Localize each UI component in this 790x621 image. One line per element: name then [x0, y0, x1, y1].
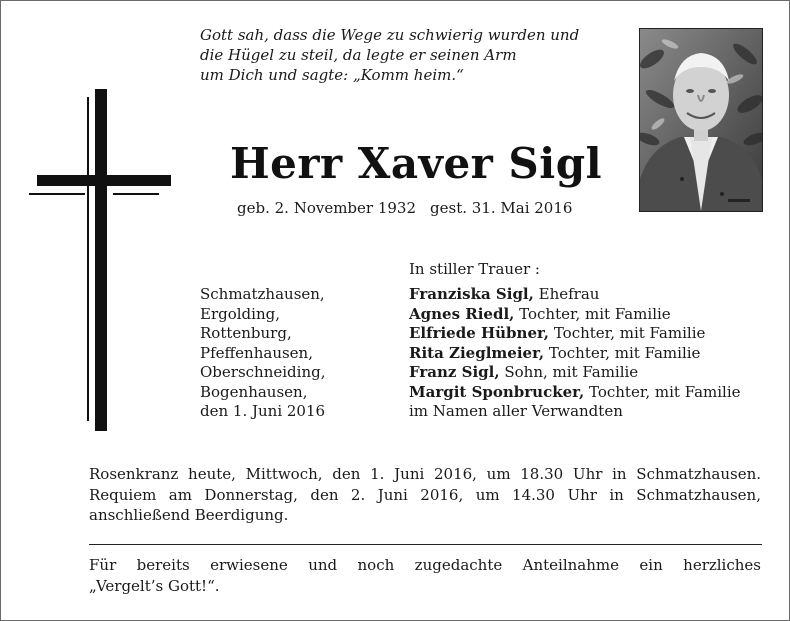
- deceased-name: Herr Xaver Sigl: [229, 139, 603, 188]
- mourner-name: Margit Sponbrucker,: [409, 382, 585, 401]
- place-item: Ergolding,: [200, 304, 280, 323]
- mourner-name: Franz Sigl,: [409, 363, 500, 381]
- thanks-line: „Vergelt’s Gott!“.: [89, 576, 220, 595]
- mourner-relation: Tochter, mit Familie: [553, 324, 706, 342]
- service-info: [89, 464, 761, 526]
- mourning-heading: In stiller Trauer :: [409, 260, 540, 278]
- death-date: gest. 31. Mai 2016: [430, 199, 573, 217]
- mourner-relation: Sohn, mit Familie: [504, 363, 639, 381]
- service-line: anschließend Beerdigung.: [89, 506, 289, 524]
- mourner-item: [409, 344, 741, 364]
- birth-date: geb. 2. November 1932: [237, 199, 417, 217]
- place-item: Bogenhausen,: [200, 382, 308, 401]
- mourner-item: [409, 324, 741, 344]
- mourner-name: Elfriede Hübner,: [409, 324, 550, 342]
- mourner-item: [409, 383, 741, 403]
- mourner-relation: Tochter, mit Familie: [588, 382, 741, 401]
- mourner-item: [409, 363, 741, 383]
- place-item: Schmatzhausen,: [200, 285, 325, 303]
- mourners-list: [409, 285, 741, 422]
- life-dates: [237, 198, 572, 218]
- mourner-name: Agnes Riedl,: [409, 304, 515, 323]
- poem-line: Gott sah, dass die Wege zu schwierig wurden und: [200, 26, 580, 44]
- places-list: [200, 285, 325, 422]
- service-line: Rosenkranz heute, Mittwoch, den 1. Juni 2016, um 18.30 Uhr in Schmatzhausen.: [89, 465, 761, 483]
- mourner-item: [409, 305, 741, 325]
- place-item: Rottenburg,: [200, 324, 292, 342]
- poem-line: die Hügel zu steil, da legte er seinen Arm: [200, 46, 517, 64]
- mourner-name: Rita Zieglmeier,: [409, 343, 545, 362]
- mourner-relation: Tochter, mit Familie: [548, 343, 701, 362]
- mourner-relation: Tochter, mit Familie: [519, 304, 671, 323]
- mourner-relation: Ehefrau: [538, 285, 600, 303]
- place-item: Oberschneiding,: [200, 363, 326, 381]
- thanks-note: [89, 555, 761, 596]
- thanks-line: Für bereits erwiesene und noch zugedachte Anteilnahme ein herzliches: [89, 556, 761, 574]
- mourner-item: [409, 285, 741, 305]
- poem-line: um Dich und sagte: „Komm heim.“: [200, 66, 464, 84]
- service-line: Requiem am Donnerstag, den 2. Juni 2016, um 14.30 Uhr in Schmatzhausen,: [89, 485, 761, 504]
- mourners-closing: im Namen aller Verwandten: [409, 402, 623, 420]
- poem: [200, 25, 630, 85]
- divider: [89, 544, 762, 545]
- place-date: den 1. Juni 2016: [200, 402, 326, 420]
- place-item: Pfeffenhausen,: [200, 343, 313, 362]
- mourner-name: Franziska Sigl,: [409, 285, 534, 303]
